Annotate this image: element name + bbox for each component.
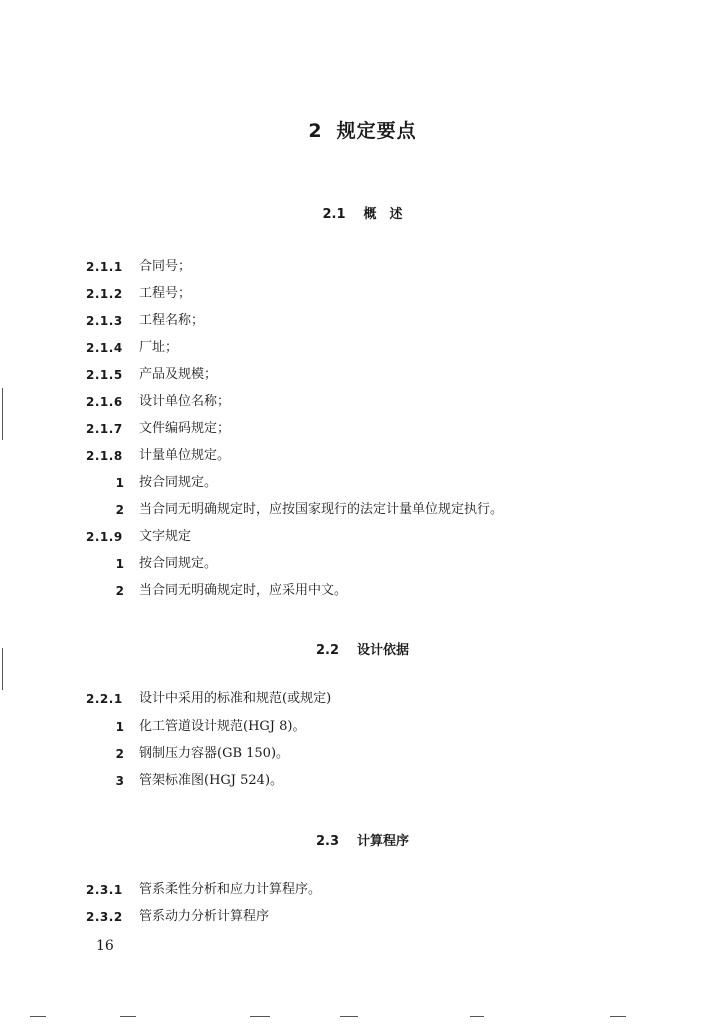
chapter-number: 2 <box>308 120 323 142</box>
scan-artifact-bottom <box>470 1016 484 1017</box>
clause-2-1-1 <box>0 256 725 278</box>
section-heading-2-2 <box>0 639 725 658</box>
item-text: 按合同规定。 <box>139 556 218 571</box>
item-2-1-8-1 <box>0 472 725 494</box>
scan-artifact-bottom <box>610 1016 626 1017</box>
clause-number: 2.3.2 <box>86 910 123 924</box>
item-number: 3 <box>115 774 124 788</box>
item-text: 管架标准图(HGJ 524)。 <box>139 773 284 788</box>
clause-2-3-1 <box>0 879 725 901</box>
section-title: 概 述 <box>363 207 403 222</box>
clause-text: 合同号； <box>139 259 192 274</box>
clause-text: 产品及规模； <box>139 367 218 382</box>
clause-text: 设计中采用的标准和规范(或规定) <box>139 691 332 706</box>
item-text: 钢制压力容器(GB 150)。 <box>139 746 290 761</box>
clause-text: 文字规定 <box>139 529 192 544</box>
item-text: 当合同无明确规定时，应采用中文。 <box>139 583 348 598</box>
item-text: 当合同无明确规定时，应按国家现行的法定计量单位规定执行。 <box>139 502 504 517</box>
clause-text: 设计单位名称； <box>139 394 231 409</box>
clause-number: 2.1.4 <box>86 341 123 355</box>
section-number: 2.2 <box>315 643 339 658</box>
clause-number: 2.1.3 <box>86 314 123 328</box>
clause-number: 2.1.9 <box>86 530 123 544</box>
item-number: 1 <box>115 557 124 571</box>
clause-2-1-8 <box>0 445 725 467</box>
scan-artifact-bottom <box>120 1016 136 1017</box>
scan-artifact-bottom <box>30 1016 46 1017</box>
item-number: 2 <box>115 747 124 761</box>
page-number: 16 <box>96 938 114 954</box>
chapter-title: 规定要点 <box>336 120 417 142</box>
item-2-1-9-2 <box>0 580 725 602</box>
item-text: 按合同规定。 <box>139 475 218 490</box>
clause-text: 文件编码规定； <box>139 421 231 436</box>
clause-text: 计量单位规定。 <box>139 448 231 463</box>
clause-number: 2.1.7 <box>86 422 123 436</box>
clause-text: 工程名称； <box>139 313 205 328</box>
clause-number: 2.1.5 <box>86 368 123 382</box>
item-number: 2 <box>115 584 124 598</box>
clause-2-1-2 <box>0 283 725 305</box>
clause-text: 管系柔性分析和应力计算程序。 <box>139 882 322 897</box>
clause-2-1-3 <box>0 310 725 332</box>
clause-number: 2.1.6 <box>86 395 123 409</box>
scan-artifact-left-lower <box>2 648 3 690</box>
item-2-2-1-1 <box>0 716 725 738</box>
item-number: 1 <box>115 476 124 490</box>
item-2-2-1-2 <box>0 743 725 765</box>
clause-text: 工程号； <box>139 286 192 301</box>
clause-number: 2.2.1 <box>86 692 123 706</box>
chapter-heading <box>0 116 725 143</box>
clause-number: 2.3.1 <box>86 883 123 897</box>
section-number: 2.3 <box>315 834 339 849</box>
section-title: 计算程序 <box>357 834 410 849</box>
section-heading-2-3 <box>0 830 725 849</box>
scan-artifact-bottom <box>340 1016 358 1017</box>
item-text: 化工管道设计规范(HGJ 8)。 <box>139 719 306 734</box>
item-2-2-1-3 <box>0 770 725 792</box>
clause-text: 管系动力分析计算程序 <box>139 909 270 924</box>
clause-2-1-6 <box>0 391 725 413</box>
item-number: 1 <box>115 720 124 734</box>
clause-text: 厂址； <box>139 340 179 355</box>
clause-2-1-7 <box>0 418 725 440</box>
clause-number: 2.1.8 <box>86 449 123 463</box>
item-number: 2 <box>115 503 124 517</box>
scan-artifact-left <box>2 388 3 440</box>
clause-number: 2.1.1 <box>86 260 123 274</box>
clause-2-2-1 <box>0 688 725 710</box>
scan-artifact-bottom <box>250 1016 270 1017</box>
section-heading-2-1 <box>0 203 725 222</box>
clause-2-1-4 <box>0 337 725 359</box>
clause-number: 2.1.2 <box>86 287 123 301</box>
clause-2-1-5 <box>0 364 725 386</box>
clause-2-1-9 <box>0 526 725 548</box>
item-2-1-9-1 <box>0 553 725 575</box>
section-number: 2.1 <box>322 207 346 222</box>
item-2-1-8-2 <box>0 499 725 521</box>
clause-2-3-2 <box>0 906 725 928</box>
section-title: 设计依据 <box>357 643 410 658</box>
